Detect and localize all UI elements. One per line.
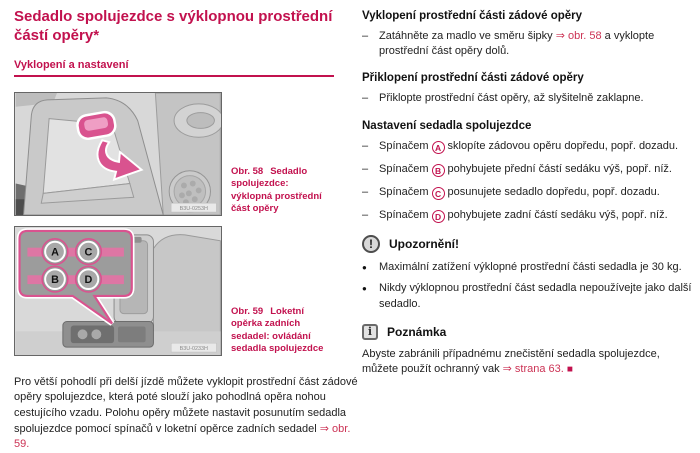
figure-59-illustration — [15, 227, 221, 355]
warning-item-2-text: Nikdy výklopnou prostřední část sedadla nepoužívejte jako další sedadlo. — [379, 282, 692, 310]
switch-c-badge: C — [432, 187, 445, 200]
page-63-reference: ⇒ strana 63. — [502, 363, 564, 376]
right-column — [362, 10, 692, 378]
heading-fold: Přiklopení prostřední části zádové opěry — [362, 72, 584, 85]
figure-59 — [14, 226, 360, 356]
figure-59-label: Obr. 59 — [231, 305, 264, 317]
warning-item-1 — [362, 260, 692, 275]
figure-58-caption-text: Sedadlo spolujezdce: výklopná prostřední část opěry — [231, 165, 322, 215]
switch-instruction-d-text: Spínačem D pohybujete zadní částí sedáku výš, popř. níž. — [379, 209, 668, 223]
switch-c-label: C — [84, 246, 93, 259]
balloon-switch-c — [76, 239, 102, 265]
figure-58-reference: ⇒ obr. 58 — [555, 30, 602, 42]
switch-a-label: A — [51, 246, 59, 259]
figure-59-image — [14, 226, 222, 356]
figure-58 — [14, 92, 360, 216]
dash-bullet: – — [362, 92, 369, 105]
instruction-fold — [362, 91, 692, 106]
figure-58-watermark: B3U-0253H — [179, 205, 208, 212]
balloon-switch-a — [42, 239, 68, 265]
switch-instruction-b-text: Spínačem B pohybujete přední částí sedáku výš, popř. níž. — [379, 162, 672, 176]
round-bullet: ● — [362, 284, 367, 294]
left-column — [14, 8, 360, 453]
switch-instruction-a — [362, 139, 692, 154]
figure-58-label: Obr. 58 — [231, 165, 264, 177]
instruction-fold-text: Přiklopte prostřední část opěry, až slyšitelně zaklapne. — [379, 92, 644, 105]
info-icon: i — [362, 324, 378, 340]
dash-bullet: – — [362, 185, 369, 198]
switch-instruction-d — [362, 208, 692, 223]
intro-paragraph — [14, 375, 360, 453]
section-end-mark: ■ — [566, 364, 573, 376]
warning-icon: ! — [362, 235, 380, 253]
note-title: Poznámka — [387, 324, 447, 339]
page-title: Sedadlo spolujezdce s výklopnou prostřední částí opěry* — [14, 8, 333, 44]
figure-58-image — [14, 92, 222, 216]
warning-title: Upozornění! — [389, 237, 459, 252]
switch-b-label: B — [51, 273, 59, 286]
balloon-switch-d — [76, 266, 102, 292]
figure-59-caption — [231, 306, 331, 356]
section-heading: Vyklopení a nastavení — [14, 59, 334, 77]
round-bullet: ● — [362, 263, 367, 273]
figure-59-watermark: B3U-0233H — [179, 345, 208, 352]
dash-bullet: – — [362, 162, 369, 175]
warning-header — [362, 235, 692, 253]
switch-instruction-c — [362, 185, 692, 200]
heading-unfold: Vyklopení prostřední části zádové opěry — [362, 10, 583, 22]
warning-item-1-text: Maximální zatížení výklopné prostřední části sedadla je 30 kg. — [379, 261, 682, 274]
figure-58-illustration — [15, 93, 221, 215]
figure-59-caption-text: Loketní opěrka zadních sedadel: ovládání sedadla spolujezdce — [231, 305, 324, 355]
switch-instruction-a-text: Spínačem A sklopíte zádovou opěru dopředu, popř. dozadu. — [379, 139, 679, 153]
switch-d-label: D — [84, 273, 93, 286]
dash-bullet: – — [362, 139, 369, 152]
figure-59-reference: ⇒ obr. 59. — [14, 422, 351, 451]
intro-text: Pro větší pohodlí při delší jízdě můžete vyklopit prostřední část zádové opěry spolujezdce, která poté slouží jako pohodlná opěra nohou cestujícího vzadu. Polohu opěry můžete nastavit posunutím sedadla spolujezdce pomocí spínačů v loketní opěrce zadních sedadel — [14, 375, 358, 435]
switch-a-badge: A — [432, 141, 445, 154]
instruction-unfold-text: Zatáhněte za madlo ve směru šipky ⇒ obr. 58 a vyklopte prostřední část opěry dolů. — [379, 30, 655, 58]
warning-item-2 — [362, 281, 692, 311]
note-text: Abyste zabránili případnému znečistění sedadla spolujezdce, můžete použít ochranný vak — [362, 347, 660, 376]
figure-58-caption — [231, 166, 331, 216]
switch-instruction-c-text: Spínačem C posunujete sedadlo dopředu, popř. dozadu. — [379, 185, 660, 199]
note-header — [362, 324, 692, 340]
heading-adjust: Nastavení sedadla spolujezdce — [362, 119, 532, 132]
balloon-switch-b — [42, 266, 68, 292]
switch-instruction-b — [362, 162, 692, 177]
instruction-unfold — [362, 29, 692, 59]
switch-b-badge: B — [432, 164, 445, 177]
dash-bullet: – — [362, 209, 369, 222]
dash-bullet: – — [362, 30, 369, 42]
switch-d-badge: D — [432, 210, 445, 223]
note-paragraph — [362, 347, 692, 378]
